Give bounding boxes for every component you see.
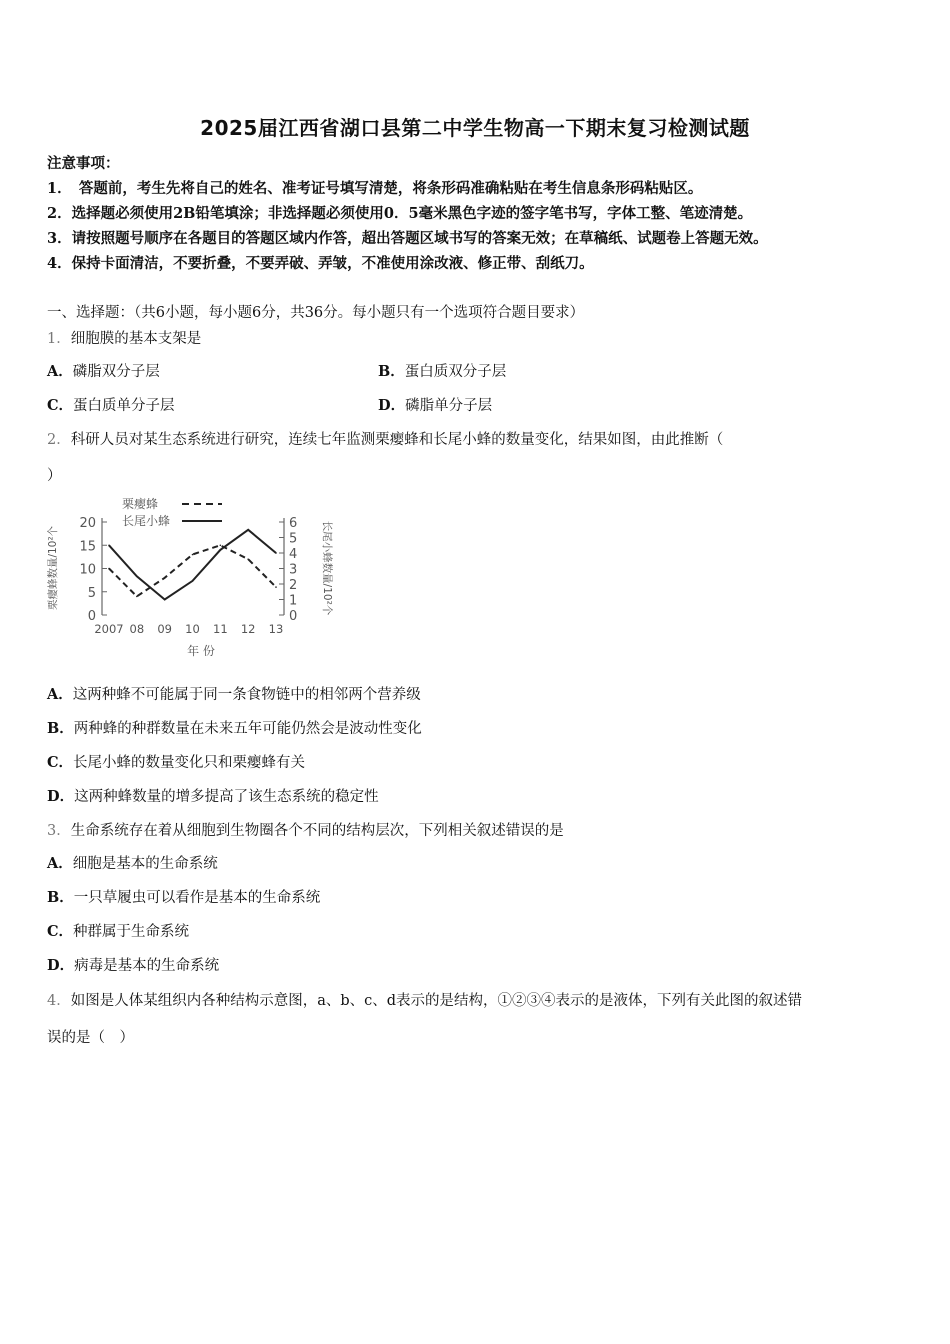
series-line-solid bbox=[109, 530, 276, 600]
population-chart bbox=[44, 490, 344, 660]
notice-item: 3．请按照题号顺序在各题目的答题区域内作答，超出答题区域书写的答案无效；在草稿纸、试题卷上答题无效。 bbox=[47, 230, 768, 247]
option-a: A．磷脂双分子层 bbox=[47, 363, 160, 380]
x-tick-label: 11 bbox=[213, 622, 228, 636]
y-tick-label-left: 20 bbox=[79, 516, 96, 531]
x-tick-label: 10 bbox=[185, 622, 200, 636]
option-b: B．蛋白质双分子层 bbox=[378, 363, 507, 380]
y-tick-label-left: 5 bbox=[87, 585, 96, 601]
option-a: A．细胞是基本的生命系统 bbox=[47, 855, 218, 872]
y-axis-title-right: 长尾小蜂数量/10²个 bbox=[321, 520, 333, 616]
option-c: C．种群属于生命系统 bbox=[47, 923, 190, 940]
data-point bbox=[220, 544, 222, 546]
option-d: D．磷脂单分子层 bbox=[378, 397, 493, 414]
data-point bbox=[136, 575, 138, 577]
notice-item: 2．选择题必须使用2B铅笔填涂；非选择题必须使用0．5毫米黑色字迹的签字笔书写，字体工整、笔迹清楚。 bbox=[47, 205, 753, 222]
notice-item: 1． 答题前，考生先将自己的姓名、准考证号填写清楚，将条形码准确粘贴在考生信息条形码粘贴区。 bbox=[47, 180, 703, 197]
question-1 bbox=[47, 327, 201, 348]
option-b: B．两种蜂的种群数量在未来五年可能仍然会是波动性变化 bbox=[47, 720, 422, 737]
y-tick-label-right: 1 bbox=[289, 593, 298, 609]
legend-label: 栗瘿蜂 bbox=[122, 497, 159, 511]
y-tick-label-left: 10 bbox=[79, 562, 96, 578]
question-number: 1． bbox=[47, 331, 71, 347]
data-point bbox=[192, 554, 194, 556]
y-tick-label-left: 15 bbox=[79, 539, 96, 555]
y-tick-label-right: 2 bbox=[289, 578, 298, 593]
x-tick-label: 09 bbox=[157, 622, 172, 636]
question-stem-cont: 误的是（ ） bbox=[47, 1030, 134, 1046]
option-c: C．蛋白质单分子层 bbox=[47, 397, 175, 414]
option-d: D．病毒是基本的生命系统 bbox=[47, 957, 220, 974]
y-tick-label-right: 6 bbox=[289, 516, 298, 531]
x-axis-title: 年 份 bbox=[187, 644, 215, 658]
question-4 bbox=[47, 989, 802, 1010]
option-c: C．长尾小蜂的数量变化只和栗瘿蜂有关 bbox=[47, 754, 306, 771]
data-point bbox=[247, 558, 249, 560]
question-stem-end: ） bbox=[47, 468, 62, 484]
data-point bbox=[108, 544, 110, 546]
question-stem: 如图是人体某组织内各种结构示意图，a、b、c、d表示的是结构，①②③④表示的是液体，下列有关此图的叙述错 bbox=[70, 993, 803, 1009]
data-point bbox=[247, 529, 249, 531]
data-point bbox=[108, 568, 110, 570]
y-axis-title-left: 栗瘿蜂数量/10²个 bbox=[47, 525, 59, 611]
x-tick-label: 08 bbox=[129, 622, 145, 636]
x-tick-label: 2007 bbox=[94, 622, 124, 636]
question-number: 4． bbox=[47, 993, 71, 1009]
question-number: 3． bbox=[47, 823, 71, 839]
legend-label: 长尾小蜂 bbox=[122, 514, 171, 528]
y-tick-label-right: 4 bbox=[289, 547, 298, 562]
notice-heading: 注意事项： bbox=[47, 155, 120, 172]
data-point bbox=[275, 552, 277, 554]
x-tick-label: 13 bbox=[268, 622, 284, 636]
question-2 bbox=[47, 428, 723, 449]
data-point bbox=[220, 549, 222, 551]
question-stem: 细胞膜的基本支架是 bbox=[70, 331, 202, 347]
question-stem: 生命系统存在着从细胞到生物圈各个不同的结构层次，下列相关叙述错误的是 bbox=[70, 823, 564, 839]
y-tick-label-right: 0 bbox=[289, 609, 298, 624]
y-tick-label-right: 5 bbox=[289, 531, 298, 547]
data-point bbox=[275, 586, 277, 588]
y-tick-label-left: 0 bbox=[87, 609, 96, 624]
question-stem: 科研人员对某生态系统进行研究，连续七年监测栗瘿蜂和长尾小蜂的数量变化，结果如图，由此推断（ bbox=[70, 432, 724, 448]
section-heading: 一、选择题：（共6小题，每小题6分，共36分。每小题只有一个选项符合题目要求） bbox=[47, 305, 585, 321]
page-title: 2025届江西省湖口县第二中学生物高一下期末复习检测试题 bbox=[200, 116, 750, 140]
data-point bbox=[192, 580, 194, 582]
data-point bbox=[136, 596, 138, 598]
option-d: D．这两种蜂数量的增多提高了该生态系统的稳定性 bbox=[47, 788, 379, 805]
data-point bbox=[164, 599, 166, 601]
series-line-dashed bbox=[109, 545, 276, 596]
x-tick-label: 12 bbox=[240, 622, 256, 636]
data-point bbox=[164, 577, 166, 579]
option-a: A．这两种蜂不可能属于同一条食物链中的相邻两个营养级 bbox=[47, 686, 421, 703]
y-tick-label-right: 3 bbox=[289, 562, 298, 578]
question-number: 2． bbox=[47, 432, 71, 448]
option-b: B．一只草履虫可以看作是基本的生命系统 bbox=[47, 889, 321, 906]
notice-item: 4．保持卡面清洁，不要折叠，不要弄破、弄皱，不准使用涂改液、修正带、刮纸刀。 bbox=[47, 255, 594, 272]
question-3 bbox=[47, 819, 564, 840]
